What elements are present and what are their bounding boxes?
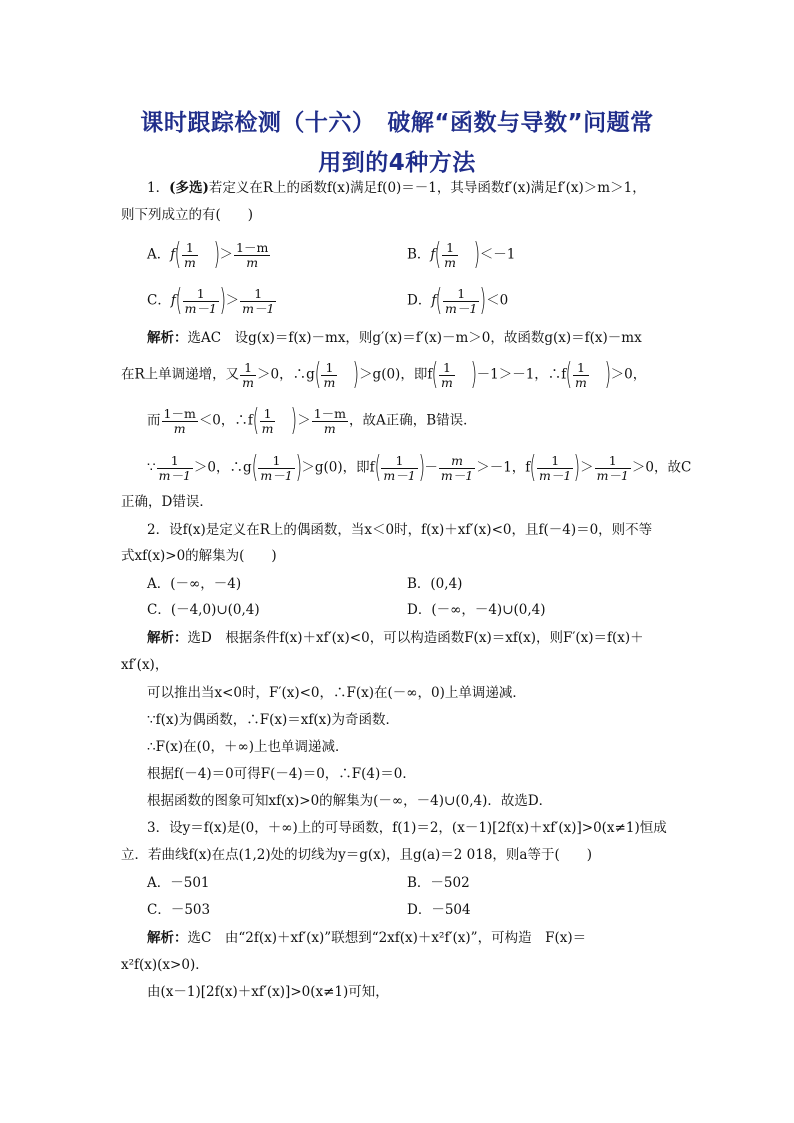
q1-stem-cont: 则下列成立的有( ) — [121, 207, 254, 223]
q1-solution-line4: ∵ $\frac{1}{m-1}$ ＞0，∴g ( 1 m－1 ) ＞g(0)，即f ( 1 m－1 ) － $\frac{m}{m-1}$ ＞－1，f ( 1 m－1 ) ＞ $\frac{1}{m-1}$ ＞0，故C — [147, 450, 692, 485]
q3-stem-cont: 立．若曲线f(x)在点(1,2)处的切线为y＝g(x)，且g(a)＝2 018，则a等于( ) — [121, 847, 593, 863]
q1-solution-line2: 在R上单调递增，又 $\frac{1}{m}$ ＞0，∴g ( 1 m ) ＞g(0)，即f ( 1 m ) －1＞－1，∴f ( 1 m ) ＞0， — [121, 357, 647, 392]
q2-solution-line6: 根据f(－4)＝0可得F(－4)＝0，∴F(4)＝0． — [147, 766, 416, 782]
q3-option-c: C．－503 — [147, 902, 211, 918]
q1-option-a: A．f ( 1 m ) ＞ $\frac{1-m}{m}$ — [147, 237, 269, 272]
q1-option-d: D．f ( 1 m－1 ) ＜0 — [407, 283, 509, 318]
q2-solution-line2: xf′(x)， — [121, 657, 169, 673]
q2-option-d: D．(－∞，－4)∪(0,4) — [407, 602, 546, 618]
page-title: 课时跟踪检测（十六） 破解“函数与导数”问题常 — [140, 110, 654, 136]
q1-option-b: B．f ( 1 m ) ＜－1 — [407, 237, 516, 272]
q3-solution-line2: x²f(x)(x>0)． — [121, 957, 209, 973]
q1-stem: 1．(多选)若定义在R上的函数f(x)满足f(0)＝－1，其导函数f′(x)满足f′(x)＞m＞1， — [147, 180, 646, 196]
q3-solution-line3: 由(x－1)[2f(x)＋xf′(x)]>0(x≠1)可知， — [147, 984, 389, 1000]
q3-option-b: B．－502 — [407, 875, 470, 891]
q1-option-c: C．f ( 1 m－1 ) ＞ $\frac{1}{m-1}$ — [147, 283, 275, 318]
q2-option-a: A．(－∞，－4) — [147, 576, 242, 592]
q2-solution-line3: 可以推出当x<0时，F′(x)<0，∴F(x)在(－∞，0)上单调递减． — [147, 685, 526, 701]
page-title-continued: 用到的4种方法 — [318, 150, 476, 176]
q3-option-d: D．－504 — [407, 902, 471, 918]
q1-solution-line5: 正确，D错误． — [121, 494, 213, 510]
q2-solution-line5: ∴F(x)在(0，＋∞)上也单调递减． — [147, 739, 349, 755]
q3-stem: 3．设y＝f(x)是(0，＋∞)上的可导函数，f(1)＝2，(x－1)[2f(x)＋xf′(x)]>0(x≠1)恒成 — [147, 820, 667, 836]
q2-stem: 2．设f(x)是定义在R上的偶函数，当x＜0时，f(x)＋xf′(x)<0，且f(－4)＝0，则不等 — [147, 522, 653, 538]
q1-solution: 解析：选AC 设g(x)＝f(x)－mx，则g′(x)＝f′(x)－m＞0，故函数g(x)＝f(x)－mx — [147, 330, 642, 346]
q2-option-b: B．(0,4) — [407, 576, 463, 592]
q2-solution: 解析：选D 根据条件f(x)＋xf′(x)<0，可以构造函数F(x)＝xf(x)，则F′(x)＝f(x)＋ — [147, 630, 644, 646]
q3-solution: 解析：选C 由“2f(x)＋xf′(x)”联想到“2xf(x)＋x²f′(x)”，可构造 F(x)＝ — [147, 930, 587, 946]
q2-stem-cont: 式xf(x)>0的解集为( ) — [121, 548, 277, 564]
q1-solution-line3: 而 $\frac{1-m}{m}$ ＜0，∴f ( 1 m ) ＞ $\frac{1-m}{m}$ ，故A正确，B错误． — [147, 403, 477, 438]
q2-solution-line4: ∵f(x)为偶函数，∴F(x)＝xf(x)为奇函数． — [147, 712, 400, 728]
q2-solution-line7: 根据函数的图象可知xf(x)>0的解集为(－∞，－4)∪(0,4)．故选D． — [147, 793, 553, 809]
q3-option-a: A．－501 — [147, 875, 210, 891]
q2-option-c: C．(－4,0)∪(0,4) — [147, 602, 260, 618]
